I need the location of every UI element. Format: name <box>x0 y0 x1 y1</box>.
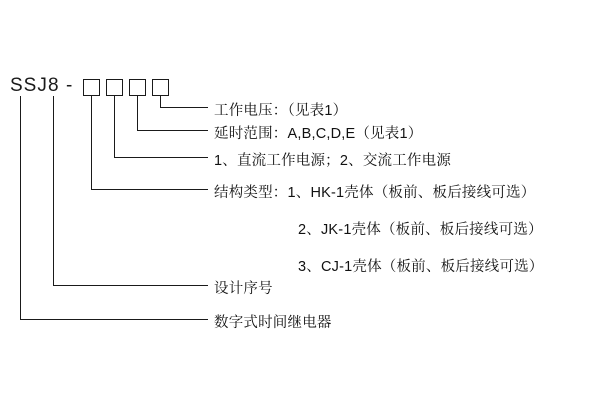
model-series-number: 8 <box>48 75 60 96</box>
label-product-name: 数字式时间继电器 <box>214 315 332 331</box>
label-power-supply: 1、直流工作电源；2、交流工作电源 <box>214 153 452 169</box>
leader-vline-product-name <box>20 96 21 320</box>
leader-hline-delay-range <box>137 130 208 131</box>
label-structure-type-2: 2、JK-1壳体（板前、板后接线可选） <box>298 222 543 238</box>
model-box-2 <box>106 79 123 96</box>
model-box-1 <box>83 79 100 96</box>
model-box-3 <box>129 79 146 96</box>
label-delay-range: 延时范围：A,B,C,D,E（见表1） <box>214 126 423 142</box>
label-structure-type-1: 结构类型：1、HK-1壳体（板前、板后接线可选） <box>214 185 536 201</box>
label-structure-type-3: 3、CJ-1壳体（板前、板后接线可选） <box>298 259 544 275</box>
leader-hline-structure-type <box>91 189 208 190</box>
label-working-voltage: 工作电压：（见表1） <box>214 103 348 119</box>
model-dash: - <box>66 75 74 96</box>
leader-hline-power-supply <box>114 157 208 158</box>
leader-vline-structure-type <box>91 96 92 190</box>
leader-vline-design-serial <box>53 96 54 286</box>
leader-hline-design-serial <box>53 285 208 286</box>
label-design-serial: 设计序号 <box>214 281 273 297</box>
leader-vline-delay-range <box>137 96 138 131</box>
leader-hline-product-name <box>20 319 208 320</box>
leader-vline-power-supply <box>114 96 115 158</box>
model-box-4 <box>152 79 169 96</box>
model-prefix-code: SSJ <box>10 75 48 96</box>
leader-hline-working-voltage <box>160 107 208 108</box>
